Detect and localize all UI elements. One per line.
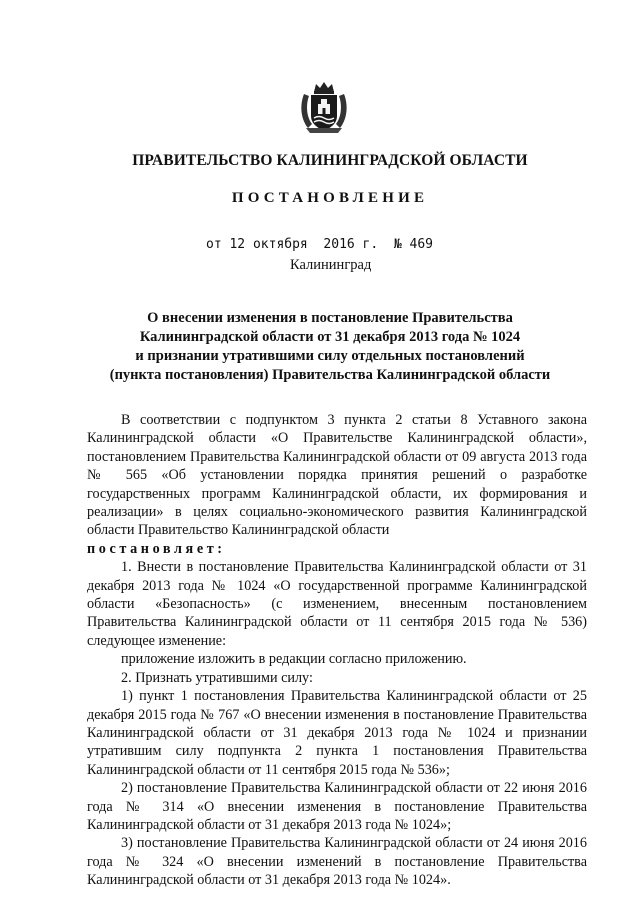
document-number: 469: [409, 237, 434, 252]
year-value: 2016 г.: [323, 237, 379, 252]
document-type: ПОСТАНОВЛЕНИЕ: [231, 190, 429, 206]
number-sign: №: [393, 237, 402, 252]
title-line: (пункта постановления) Правительства Калининградской области: [109, 367, 551, 383]
kaliningrad-coat-of-arms-icon: [296, 78, 352, 134]
decree-word: постановляет:: [87, 540, 226, 557]
city-name: Калининград: [290, 257, 372, 273]
date-value: 12 октября: [229, 237, 308, 252]
item-2-paragraph: 2. Признать утратившими силу:: [121, 669, 313, 686]
preamble-paragraph: В соответствии с подпунктом 3 пункта 2 статьи 8 Уставного закона Калининградской области «О Правительстве Калининградской области», постановлением Правительства Калининградской области от 09 августа 2013 года № 565 «Об установлении порядка принятия решений о разработке государственных программ Калининградской области, их формирования и реализации» в целях социально-экономического развития Калининградской области Правительство Калининградской области: [87, 412, 587, 539]
document-body: [87, 411, 587, 890]
decree-word-paragraph: [87, 540, 587, 558]
government-name: ПРАВИТЕЛЬСТВО КАЛИНИНГРАДСКОЙ ОБЛАСТИ: [132, 152, 528, 169]
document-title: [80, 309, 580, 385]
date-prefix: от: [206, 237, 222, 252]
date-number-line: [206, 237, 433, 252]
title-line: О внесении изменения в постановление Правительства: [147, 310, 513, 326]
title-line: Калининградской области от 31 декабря 2013 года № 1024: [139, 329, 521, 345]
item-1-paragraph: 1. Внести в постановление Правительства Калининградской области от 31 декабря 2013 года № 1024 «О государственной программе Калининградской области «Безопасность» (с изменением, внесенным постановлением Правительства Калининградской области от 11 сентября 2015 года № 536) следующее изменение:: [87, 559, 587, 649]
item-2-1-paragraph: 1) пункт 1 постановления Правительства Калининградской области от 25 декабря 2015 года № 767 «О внесении изменения в постановление Правительства Калининградской области от 31 декабря 2013 года № 1024 и признании утратившим силу подпункта 2 пункта 1 постановления Правительства Калининградской области от 11 сентября 2015 года № 536»;: [87, 688, 587, 778]
item-1-change-paragraph: приложение изложить в редакции согласно приложению.: [121, 651, 467, 668]
item-2-2-paragraph: 2) постановление Правительства Калининградской области от 22 июня 2016 года № 314 «О внесении изменения в постановление Правительства Калининградской области от 31 декабря 2013 года № 1024»;: [87, 780, 587, 833]
title-line: и признании утратившими силу отдельных постановлений: [135, 348, 525, 364]
item-2-3-paragraph: 3) постановление Правительства Калининградской области от 24 июня 2016 года № 324 «О внесении изменений в постановление Правительства Калининградской области от 31 декабря 2013 года № 1024».: [87, 835, 587, 889]
